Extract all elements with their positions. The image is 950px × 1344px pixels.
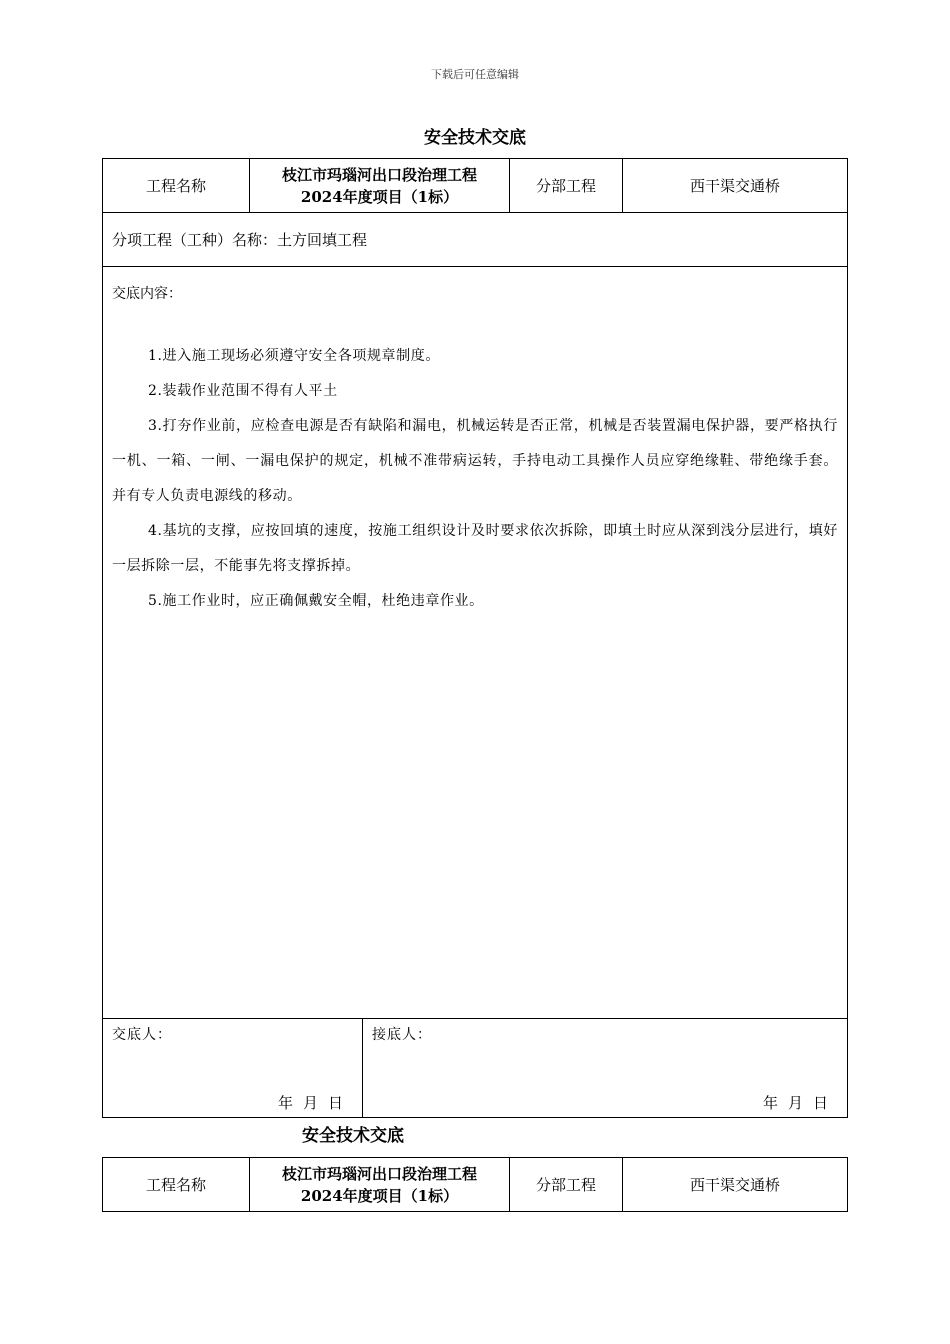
project-name-line2: 2024年度项目（1标） <box>300 187 459 206</box>
content-item: 4.基坑的支撑，应按回填的速度，按施工组织设计及时要求依次拆除，即填土时应从深到浅分层进行，填好一层拆除一层，不能事先将支撑拆掉。 <box>112 523 839 574</box>
division-label: 分部工程 <box>510 1158 623 1212</box>
subitem-name: 分项工程（工种）名称：土方回填工程 <box>103 213 848 267</box>
discloser-signature-cell <box>103 1019 363 1118</box>
project-name-label: 工程名称 <box>103 159 250 213</box>
document-title: 安全技术交底 <box>424 128 526 148</box>
receiver-date: 年月日 <box>763 1094 839 1112</box>
project-name-value <box>250 159 510 213</box>
project-name-value <box>250 1158 510 1212</box>
receiver-signature-cell <box>363 1019 848 1118</box>
content-body <box>112 339 838 619</box>
second-safety-form <box>102 1157 848 1212</box>
content-label: 交底内容： <box>112 286 182 302</box>
division-value: 西干渠交通桥 <box>623 159 848 213</box>
watermark-text: 下载后可任意编辑 <box>431 68 519 81</box>
division-label: 分部工程 <box>510 159 623 213</box>
content-item: 2.装载作业范围不得有人平土 <box>148 383 338 399</box>
second-document-title: 安全技术交底 <box>302 1126 404 1146</box>
project-name-label: 工程名称 <box>103 1158 250 1212</box>
discloser-label: 交底人： <box>112 1027 172 1043</box>
discloser-date: 年月日 <box>277 1094 353 1112</box>
disclosure-content-cell <box>103 267 848 1019</box>
content-item: 3.打夯作业前，应检查电源是否有缺陷和漏电，机械运转是否正常，机械是否装置漏电保护器，要严格执行一机、一箱、一闸、一漏电保护的规定，机械不准带病运转，手持电动工具操作人员应穿绝缘鞋、带绝缘手套。并有专人负责电源线的移动。 <box>112 418 839 504</box>
project-name-line1: 枝江市玛瑙河出口段治理工程 <box>282 1164 478 1183</box>
project-name-line2: 2024年度项目（1标） <box>300 1186 459 1205</box>
content-item: 1.进入施工现场必须遵守安全各项规章制度。 <box>148 348 440 364</box>
project-name-line1: 枝江市玛瑙河出口段治理工程 <box>282 165 478 184</box>
division-value: 西干渠交通桥 <box>623 1158 848 1212</box>
receiver-label: 接底人： <box>372 1027 432 1043</box>
content-item: 5.施工作业时，应正确佩戴安全帽，杜绝违章作业。 <box>148 593 484 609</box>
safety-disclosure-form <box>102 158 848 1118</box>
